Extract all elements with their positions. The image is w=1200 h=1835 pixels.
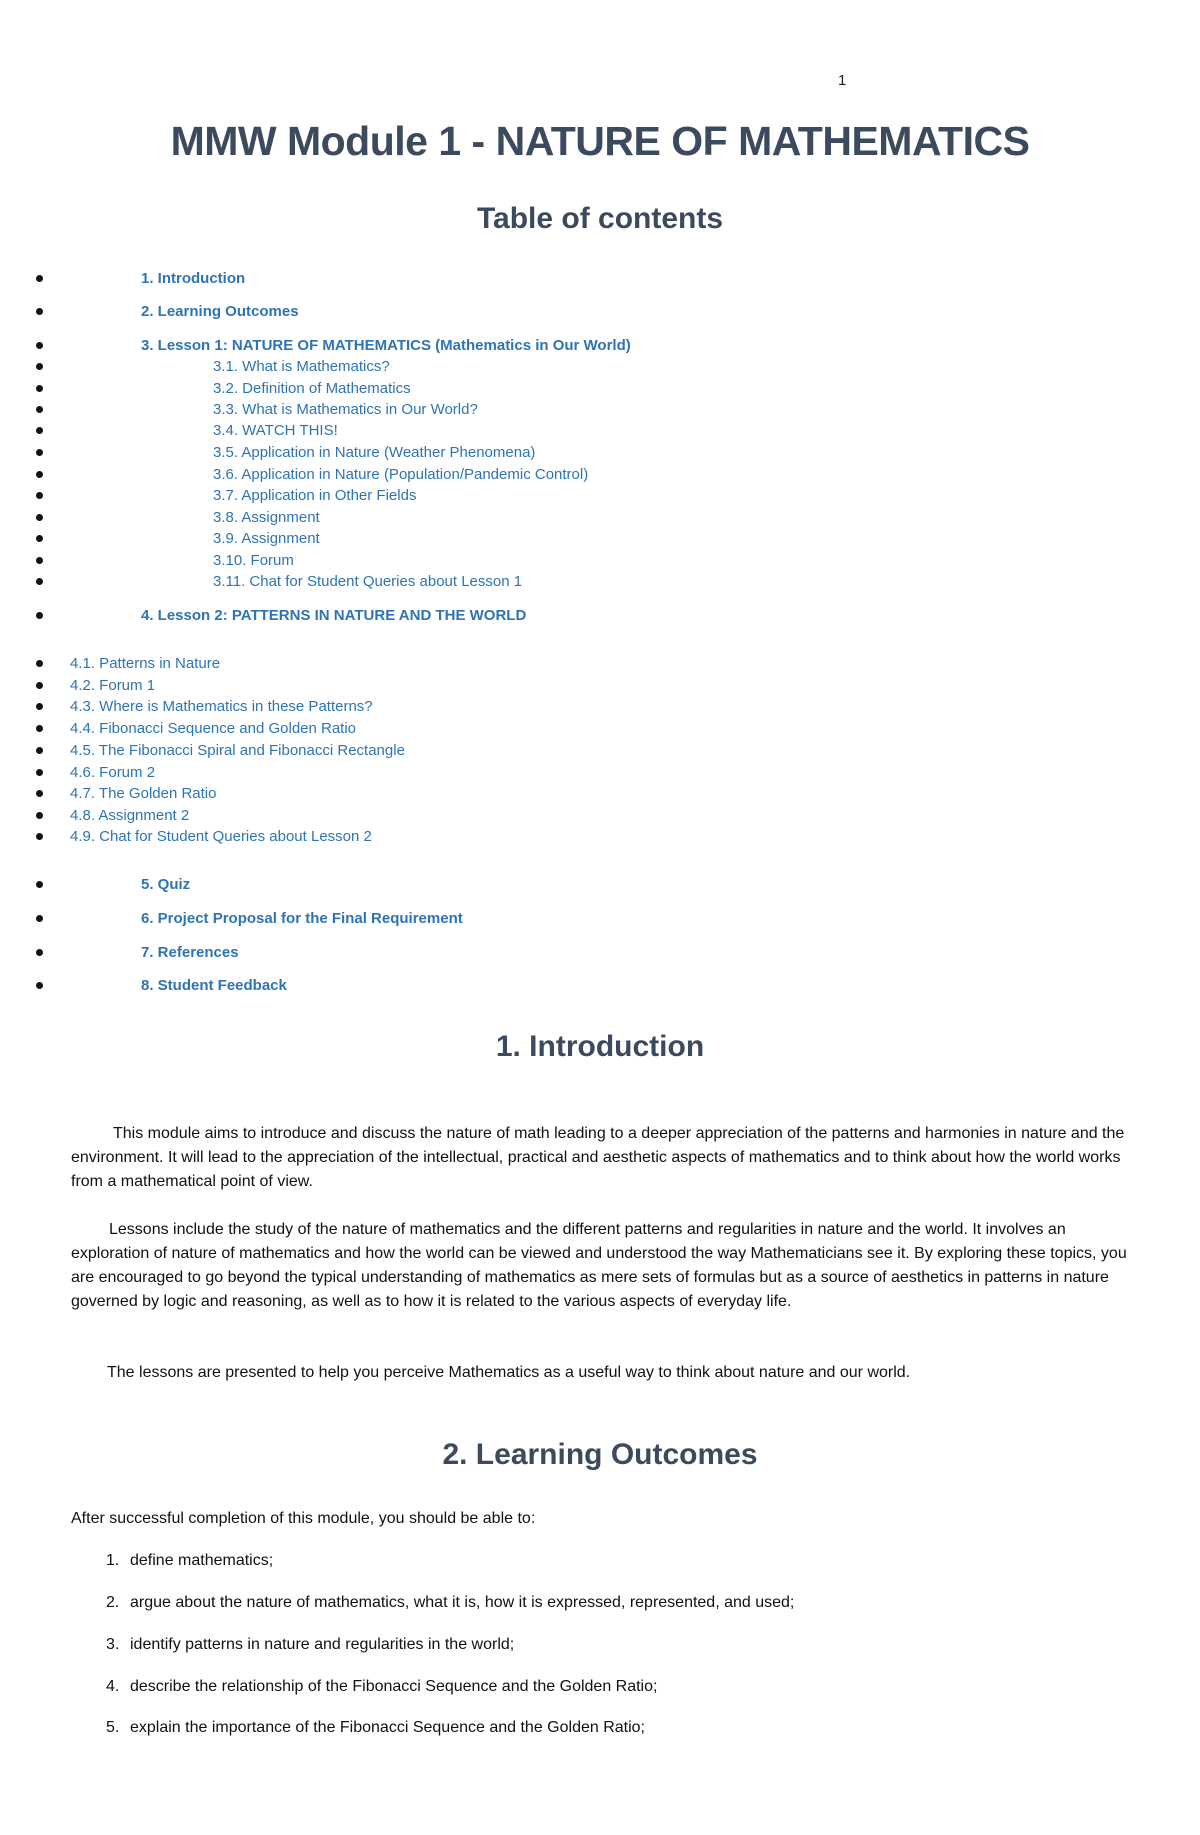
introduction-heading: 1. Introduction <box>495 1030 705 1063</box>
learning-outcome-text: identify patterns in nature and regularities in the world; <box>130 1636 515 1653</box>
toc-item-label[interactable]: 4.1. Patterns in Nature <box>70 655 221 672</box>
learning-outcome-text: define mathematics; <box>130 1552 274 1569</box>
learning-outcome-text: explain the importance of the Fibonacci Sequence and the Golden Ratio; <box>130 1719 645 1736</box>
bullet-icon <box>36 915 43 922</box>
bullet-icon <box>36 363 43 370</box>
toc-item-label[interactable]: 4.4. Fibonacci Sequence and Golden Ratio <box>70 720 357 737</box>
toc-item-label[interactable]: 4.2. Forum 1 <box>70 677 156 694</box>
bullet-icon <box>36 812 43 819</box>
page-number: 1 <box>838 72 847 89</box>
toc-heading: Table of contents <box>476 202 724 235</box>
bullet-icon <box>36 769 43 776</box>
learning-outcome-text: describe the relationship of the Fibonacci Sequence and the Golden Ratio; <box>130 1678 658 1695</box>
learning-outcome-item <box>106 1552 273 1570</box>
learning-outcome-number: 1. <box>106 1552 120 1569</box>
toc-item-label[interactable]: 4. Lesson 2: PATTERNS IN NATURE AND THE WORLD <box>141 607 527 624</box>
toc-item-label[interactable]: 4.7. The Golden Ratio <box>70 785 217 802</box>
toc-item-label[interactable]: 3.10. Forum <box>213 552 294 569</box>
bullet-icon <box>36 449 43 456</box>
bullet-icon <box>36 612 43 619</box>
toc-item-label[interactable]: 3.3. What is Mathematics in Our World? <box>213 401 478 418</box>
introduction-paragraph-2-text: Lessons include the study of the nature of mathematics and the different patterns and regularities in nature and the world. It involves an exploration of nature of mathematics and how the world can be viewed and understood the way Mathematicians see it. By exploring these topics, you are encouraged to go beyond the typical understanding of mathematics as mere sets of formulas but as a source of aesthetics in patterns in nature governed by logic and reasoning, as well as to how it is related to the various aspects of everyday life. <box>71 1221 1127 1310</box>
bullet-icon <box>36 790 43 797</box>
bullet-icon <box>36 406 43 413</box>
toc-item-label[interactable]: 3.4. WATCH THIS! <box>213 422 338 439</box>
bullet-icon <box>36 308 43 315</box>
bullet-icon <box>36 949 43 956</box>
bullet-icon <box>36 514 43 521</box>
learning-outcome-number: 4. <box>106 1678 120 1695</box>
bullet-icon <box>36 703 43 710</box>
learning-outcome-item <box>106 1636 514 1654</box>
document-title: MMW Module 1 - NATURE OF MATHEMATICS <box>170 118 1030 164</box>
toc-item-label[interactable]: 3.7. Application in Other Fields <box>213 487 417 504</box>
bullet-icon <box>36 725 43 732</box>
learning-outcomes-intro: After successful completion of this module, you should be able to: <box>71 1510 536 1527</box>
learning-outcome-item <box>106 1594 794 1612</box>
bullet-icon <box>36 342 43 349</box>
bullet-icon <box>36 275 43 282</box>
toc-item-label[interactable]: 4.8. Assignment 2 <box>70 807 190 824</box>
learning-outcome-number: 5. <box>106 1719 120 1736</box>
toc-item-label[interactable]: 3.9. Assignment <box>213 530 320 547</box>
toc-item-label[interactable]: 1. Introduction <box>141 270 246 287</box>
bullet-icon <box>36 833 43 840</box>
bullet-icon <box>36 747 43 754</box>
toc-item-label[interactable]: 2. Learning Outcomes <box>141 303 299 320</box>
toc-item-label[interactable]: 3.11. Chat for Student Queries about Lesson 1 <box>213 573 523 590</box>
toc-item-label[interactable]: 3.2. Definition of Mathematics <box>213 380 411 397</box>
bullet-icon <box>36 557 43 564</box>
toc-item-label[interactable]: 6. Project Proposal for the Final Requirement <box>141 910 463 927</box>
introduction-paragraph-3 <box>71 1361 1131 1385</box>
toc-item-label[interactable]: 8. Student Feedback <box>141 977 287 994</box>
introduction-paragraph-1-text: This module aims to introduce and discuss the nature of math leading to a deeper appreciation of the patterns and harmonies in nature and the environment. It will lead to the appreciation of the intellectual, practical and aesthetic aspects of mathematics and to think about how the world works from a mathematical point of view. <box>71 1125 1125 1190</box>
toc-item-label[interactable]: 5. Quiz <box>141 876 191 893</box>
bullet-icon <box>36 427 43 434</box>
toc-item-label[interactable]: 3. Lesson 1: NATURE OF MATHEMATICS (Mathematics in Our World) <box>141 337 631 354</box>
introduction-paragraph-1 <box>71 1122 1131 1194</box>
bullet-icon <box>36 881 43 888</box>
bullet-icon <box>36 578 43 585</box>
toc-item-label[interactable]: 4.3. Where is Mathematics in these Patterns? <box>70 698 373 715</box>
bullet-icon <box>36 535 43 542</box>
learning-outcomes-heading: 2. Learning Outcomes <box>442 1438 758 1471</box>
introduction-paragraph-3-text: The lessons are presented to help you perceive Mathematics as a useful way to think about nature and our world. <box>107 1364 911 1381</box>
toc-item-label[interactable]: 4.6. Forum 2 <box>70 764 156 781</box>
learning-outcome-text: argue about the nature of mathematics, what it is, how it is expressed, represented, and used; <box>130 1594 795 1611</box>
toc-item-label[interactable]: 3.8. Assignment <box>213 509 320 526</box>
toc-item-label[interactable]: 4.5. The Fibonacci Spiral and Fibonacci Rectangle <box>70 742 405 759</box>
introduction-paragraph-2 <box>71 1218 1131 1314</box>
learning-outcome-item <box>106 1719 645 1737</box>
toc-item-label[interactable]: 3.5. Application in Nature (Weather Phenomena) <box>213 444 536 461</box>
bullet-icon <box>36 982 43 989</box>
toc-item-label[interactable]: 4.9. Chat for Student Queries about Lesson 2 <box>70 828 372 845</box>
bullet-icon <box>36 660 43 667</box>
toc-item-label[interactable]: 3.1. What is Mathematics? <box>213 358 390 375</box>
toc-item-label[interactable]: 7. References <box>141 944 239 961</box>
learning-outcome-number: 2. <box>106 1594 120 1611</box>
bullet-icon <box>36 471 43 478</box>
bullet-icon <box>36 682 43 689</box>
learning-outcome-item <box>106 1678 657 1696</box>
bullet-icon <box>36 385 43 392</box>
learning-outcome-number: 3. <box>106 1636 120 1653</box>
toc-item-label[interactable]: 3.6. Application in Nature (Population/Pandemic Control) <box>213 466 589 483</box>
bullet-icon <box>36 492 43 499</box>
